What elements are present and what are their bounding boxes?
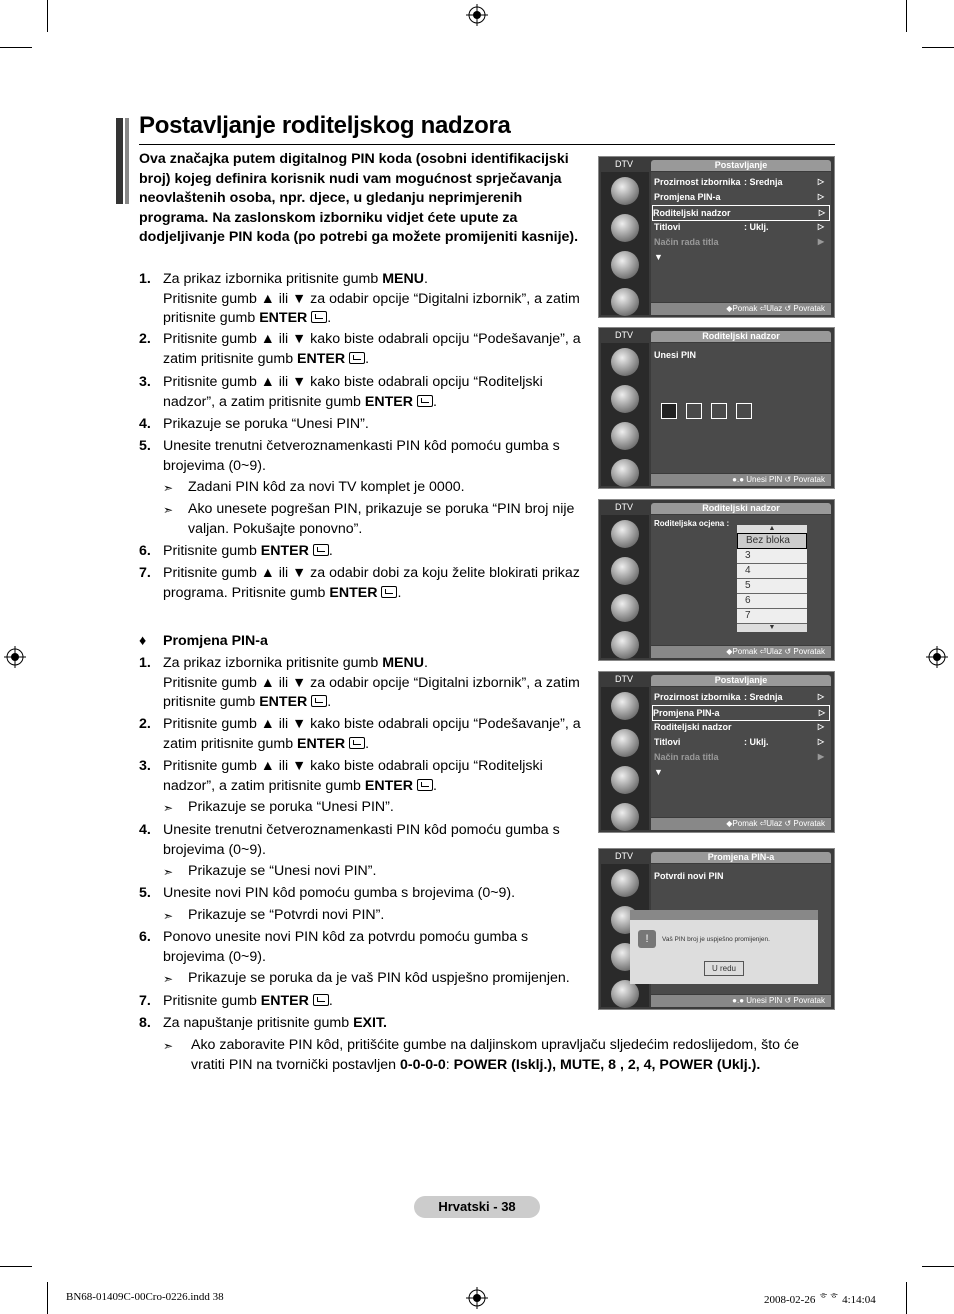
pin-changed-dialog xyxy=(630,910,818,984)
menu-row-subtitle-mode: Način rada titla ▶ xyxy=(654,237,824,247)
step-b3: 3. Pritisnite gumb ▲ ili ▼ kako biste odabrali opciju “Roditeljski nadzor”, a zatim pritisnite gumb ENTER . xyxy=(139,758,543,794)
tv-screen-confirm-pin: DTV Promjena PIN-a Potvrdi novi PIN ! Vaš PIN broj je uspješno promijenjen. U redu ●.● Unesi PIN ↺ Povratak xyxy=(598,848,835,1010)
note-arrow-icon: ➣ xyxy=(163,503,174,517)
note-b3: ➣ Prikazuje se poruka “Unesi PIN”. xyxy=(163,798,593,818)
setup-gear-icon xyxy=(611,594,639,622)
note-arrow-icon: ➣ xyxy=(163,481,174,495)
setup-gear-icon xyxy=(611,422,639,450)
tv-screen-setup-change-pin: DTV Postavljanje Prozirnost izbornika : Srednja ▷ Promjena PIN-a ▷ Roditeljski nadzor ▷ Titlovi : Uklj. ▷ Način rada titla ▶ ▼ ◆Pomak ⏎Ulaz ↺ Povratak xyxy=(598,671,835,833)
title-accent-bar-light xyxy=(125,118,129,204)
registration-mark-top-icon xyxy=(466,4,488,26)
enter-icon xyxy=(311,695,327,707)
enter-icon xyxy=(417,779,433,791)
menu-row-transparency[interactable]: Prozirnost izbornika : Srednja ▷ xyxy=(654,692,824,702)
confirm-pin-label: Potvrdi novi PIN xyxy=(654,871,724,881)
tv-screen-enter-pin: DTV Roditeljski nadzor Unesi PIN ●.● Unesi PIN ↺ Povratak xyxy=(598,327,835,489)
sound-menu-icon xyxy=(611,729,639,757)
ok-button[interactable]: U redu xyxy=(704,961,744,976)
note-arrow-icon: ➣ xyxy=(163,972,174,986)
picture-menu-icon xyxy=(611,177,639,205)
title-accent-bar xyxy=(116,118,123,204)
step-b6: 6. Ponovo unesite novi PIN kôd za potvrdu pomoću gumba s brojevima (0~9). xyxy=(139,929,529,965)
file-slug: BN68-01409C-00Cro-0226.indd 38 xyxy=(66,1291,224,1303)
step-b8: 8. Za napuštanje pritisnite gumb EXIT. xyxy=(139,1015,387,1031)
section-heading-change-pin: ♦ Promjena PIN-a xyxy=(139,632,591,652)
warning-icon: ! xyxy=(638,930,656,948)
pin-digit-box[interactable] xyxy=(686,403,702,419)
rating-option[interactable]: 6 xyxy=(737,594,807,609)
dialog-message: Vaš PIN broj je uspješno promijenjen. xyxy=(662,936,770,943)
step-a7: 7. Pritisnite gumb ▲ ili ▼ za odabir dobi za koju želite blokirati prikaz programa. Pritisnite gumb ENTER . xyxy=(139,565,580,601)
input-menu-icon xyxy=(611,631,639,659)
note-a5a: ➣ Zadani PIN kôd za novi TV komplet je 0000. xyxy=(163,478,593,498)
note-arrow-icon: ➣ xyxy=(163,865,174,879)
registration-mark-bottom-icon xyxy=(466,1287,488,1309)
menu-row-subtitles[interactable]: Titlovi : Uklj. ▷ xyxy=(654,222,824,232)
note-arrow-icon: ➣ xyxy=(163,909,174,923)
more-down-icon: ▼ xyxy=(654,767,663,777)
pin-digit-box[interactable] xyxy=(661,403,677,419)
note-a5b: ➣ Ako unesete pogrešan PIN, prikazuje se poruka “PIN broj nije valjan. Pokušajte ponovno”. xyxy=(163,501,575,537)
pin-digit-box[interactable] xyxy=(736,403,752,419)
sound-menu-icon xyxy=(611,214,639,242)
step-a4: 4. Prikazuje se poruka “Unesi PIN”. xyxy=(139,416,369,432)
date-slug: 2008-02-26 ᄒᄒ 4:14:04 xyxy=(764,1294,876,1306)
picture-menu-icon xyxy=(611,520,639,548)
picture-menu-icon xyxy=(611,692,639,720)
note-b5: ➣ Prikazuje se “Potvrdi novi PIN”. xyxy=(163,906,593,926)
step-a6: 6. Pritisnite gumb ENTER . xyxy=(139,543,333,559)
sound-menu-icon xyxy=(611,385,639,413)
setup-gear-icon xyxy=(611,251,639,279)
rating-dropdown[interactable] xyxy=(737,525,807,632)
step-a1: 1. Za prikaz izbornika pritisnite gumb MENU. Pritisnite gumb ▲ ili ▼ za odabir opcije “Digitalni izbornik”, a zatim pritisnite gumb ENTER . xyxy=(139,271,580,327)
registration-mark-left-icon xyxy=(4,646,26,668)
enter-icon xyxy=(349,737,365,749)
enter-icon xyxy=(311,311,327,323)
step-b2: 2. Pritisnite gumb ▲ ili ▼ kako biste odabrali opciju “Podešavanje”, a zatim pritisnite gumb ENTER . xyxy=(139,716,581,752)
enter-icon xyxy=(381,586,397,598)
note-b4: ➣ Prikazuje se “Unesi novi PIN”. xyxy=(163,862,593,882)
parental-rating-label: Roditeljska ocjena : xyxy=(654,519,730,528)
rating-option[interactable]: 5 xyxy=(737,579,807,594)
note-arrow-icon: ➣ xyxy=(163,1039,174,1053)
rating-option[interactable]: 7 xyxy=(737,609,807,624)
step-b5: 5. Unesite novi PIN kôd pomoću gumba s brojevima (0~9). xyxy=(139,885,516,901)
input-menu-icon xyxy=(611,459,639,487)
rating-option[interactable]: 3 xyxy=(737,549,807,564)
menu-row-subtitles[interactable]: Titlovi : Uklj. ▷ xyxy=(654,737,824,747)
step-b4: 4. Unesite trenutni četveroznamenkasti PIN kôd pomoću gumba s brojevima (0~9). xyxy=(139,822,560,858)
menu-row-parental-lock[interactable]: Roditeljski nadzor ▷ xyxy=(652,205,830,221)
rating-option[interactable]: Bez bloka xyxy=(737,533,807,549)
enter-pin-label: Unesi PIN xyxy=(654,350,697,360)
note-arrow-icon: ➣ xyxy=(163,801,174,815)
note-b6: ➣ Prikazuje se poruka da je vaš PIN kôd uspješno promijenjen. xyxy=(163,969,593,989)
enter-icon xyxy=(313,994,329,1006)
input-menu-icon xyxy=(611,288,639,316)
rating-option[interactable]: 4 xyxy=(737,564,807,579)
tv-screen-setup: DTV Postavljanje Prozirnost izbornika : Srednja ▷ Promjena PIN-a ▷ Roditeljski nadzor ▷ Titlovi : Uklj. ▷ Način rada titla ▶ ▼ ◆Pomak ⏎Ulaz ↺ Povratak xyxy=(598,156,835,318)
intro-paragraph: Ova značajka putem digitalnog PIN koda (osobni identifikacijski broj) kojeg definira korisnik nudi vam mogućnost sprječavanja neovlaštenih osoba, npr. djece, u gledanju neprimjerenih programa. Na zaslonskom izborniku vidjet ćete upute za dodjeljivanje PIN koda (po potrebi ga možete promijeniti kasnije). xyxy=(139,151,579,246)
menu-row-transparency[interactable]: Prozirnost izbornika : Srednja ▷ xyxy=(654,177,824,187)
picture-menu-icon xyxy=(611,869,639,897)
registration-mark-right-icon xyxy=(926,646,948,668)
step-a5: 5. Unesite trenutni četveroznamenkasti PIN kôd pomoću gumba s brojevima (0~9). xyxy=(139,438,560,474)
scroll-up-icon[interactable]: ▲ xyxy=(737,525,807,533)
menu-row-subtitle-mode: Način rada titla ▶ xyxy=(654,752,824,762)
step-b7: 7. Pritisnite gumb ENTER . xyxy=(139,993,333,1009)
picture-menu-icon xyxy=(611,348,639,376)
menu-row-change-pin[interactable]: Promjena PIN-a ▷ xyxy=(652,705,830,721)
enter-icon xyxy=(349,352,365,364)
title-divider xyxy=(139,144,835,145)
input-menu-icon xyxy=(611,803,639,831)
page-title: Postavljanje roditeljskog nadzora xyxy=(139,112,511,139)
scroll-down-icon[interactable]: ▼ xyxy=(737,624,807,632)
enter-icon xyxy=(313,544,329,556)
menu-row-parental-lock[interactable]: Roditeljski nadzor ▷ xyxy=(654,722,824,732)
bullet-icon: ♦ xyxy=(139,633,147,649)
sound-menu-icon xyxy=(611,557,639,585)
more-down-icon: ▼ xyxy=(654,252,663,262)
enter-icon xyxy=(417,395,433,407)
pin-digit-box[interactable] xyxy=(711,403,727,419)
step-b1: 1. Za prikaz izbornika pritisnite gumb MENU. Pritisnite gumb ▲ ili ▼ za odabir opcije “Digitalni izbornik”, a zatim pritisnite gumb ENTER . xyxy=(139,655,580,711)
menu-sidebar xyxy=(601,172,649,315)
tv-screen-parental-rating: DTV Roditeljski nadzor Roditeljska ocjena : ▲ Bez bloka 3 4 5 6 7 ▼ ◆Pomak ⏎Ulaz ↺ Povratak xyxy=(598,499,835,661)
step-a3: 3. Pritisnite gumb ▲ ili ▼ kako biste odabrali opciju “Roditeljski nadzor”, a zatim pritisnite gumb ENTER . xyxy=(139,374,543,410)
setup-gear-icon xyxy=(611,766,639,794)
step-a2: 2. Pritisnite gumb ▲ ili ▼ kako biste odabrali opciju “Podešavanje”, a zatim pritisnite gumb ENTER . xyxy=(139,331,581,367)
menu-row-change-pin[interactable]: Promjena PIN-a ▷ xyxy=(654,192,824,202)
input-menu-icon xyxy=(611,980,639,1008)
page-number-label: Hrvatski - 38 xyxy=(414,1196,540,1218)
